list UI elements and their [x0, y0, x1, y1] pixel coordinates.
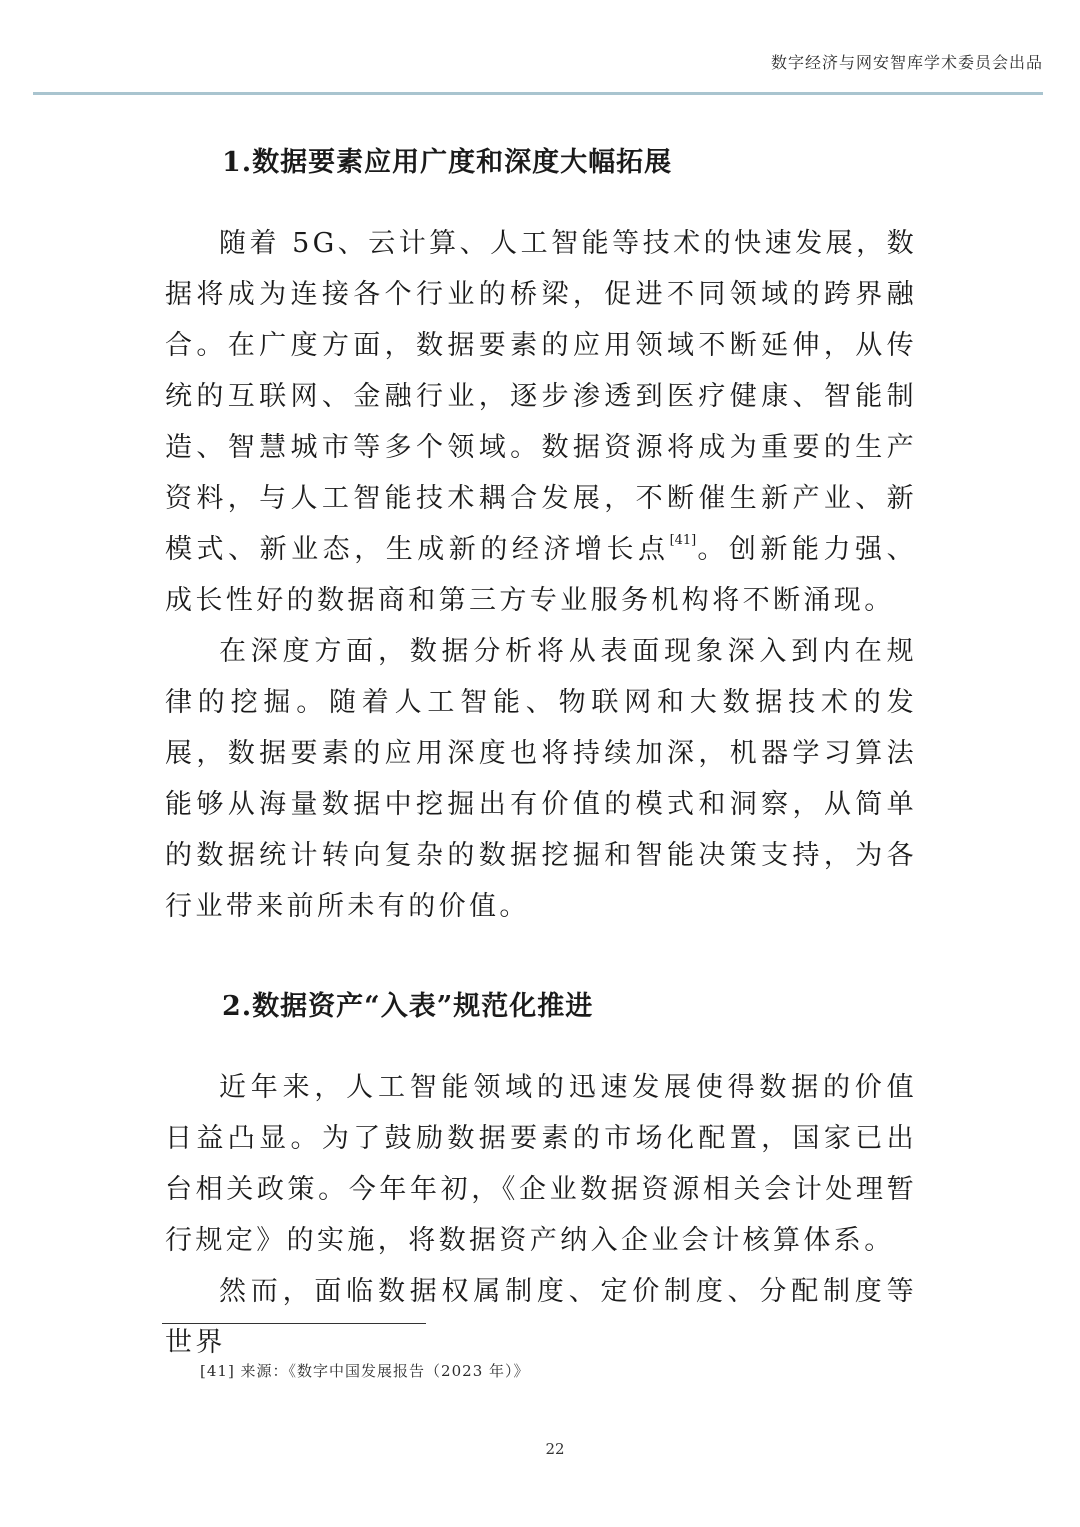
footnote-divider	[162, 1323, 426, 1324]
page-number: 22	[545, 1440, 565, 1458]
section-heading-2: 2.数据资产“入表”规范化推进	[222, 991, 594, 1022]
body-paragraph	[165, 218, 917, 626]
main-content	[165, 130, 917, 1368]
body-paragraph: 近年来，人工智能领域的迅速发展使得数据的价值日益凸显。为了鼓励数据要素的市场化配置，国家已出台相关政策。今年年初，《企业数据资源相关会计处理暂行规定》的实施，将数据资产纳入企业会计核算体系。	[165, 1072, 917, 1256]
body-paragraph: 在深度方面，数据分析将从表面现象深入到内在规律的挖掘。随着人工智能、物联网和大数据技术的发展，数据要素的应用深度也将持续加深，机器学习算法能够从海量数据中挖掘出有价值的模式和洞察，从简单的数据统计转向复杂的数据挖掘和智能决策支持，为各行业带来前所未有的价值。	[165, 636, 917, 922]
running-header: 数字经济与网安智库学术委员会出品	[770, 53, 1043, 72]
footnote: [41] 来源：《数字中国发展报告（2023 年）》	[200, 1362, 530, 1380]
paragraph-text: 。创新能力强、成长性好的数据商和第三方专业服务机构将不断涌现。	[165, 534, 917, 616]
paragraph-text: 随着 5G、云计算、人工智能等技术的快速发展，数据将成为连接各个行业的桥梁，促进不同领域的跨界融合。在广度方面，数据要素的应用领域不断延伸，从传统的互联网、金融行业，逐步渗透到医疗健康、智能制造、智慧城市等多个领域。数据资源将成为重要的生产资料，与人工智能技术耦合发展，不断催生新产业、新模式、新业态，生成新的经济增长点	[165, 228, 917, 565]
footnote-reference[interactable]: [41]	[669, 533, 697, 548]
header-divider	[33, 92, 1043, 95]
section-heading-1: 1.数据要素应用广度和深度大幅拓展	[222, 147, 673, 178]
body-paragraph: 然而，面临数据权属制度、定价制度、分配制度等世界	[165, 1276, 917, 1358]
